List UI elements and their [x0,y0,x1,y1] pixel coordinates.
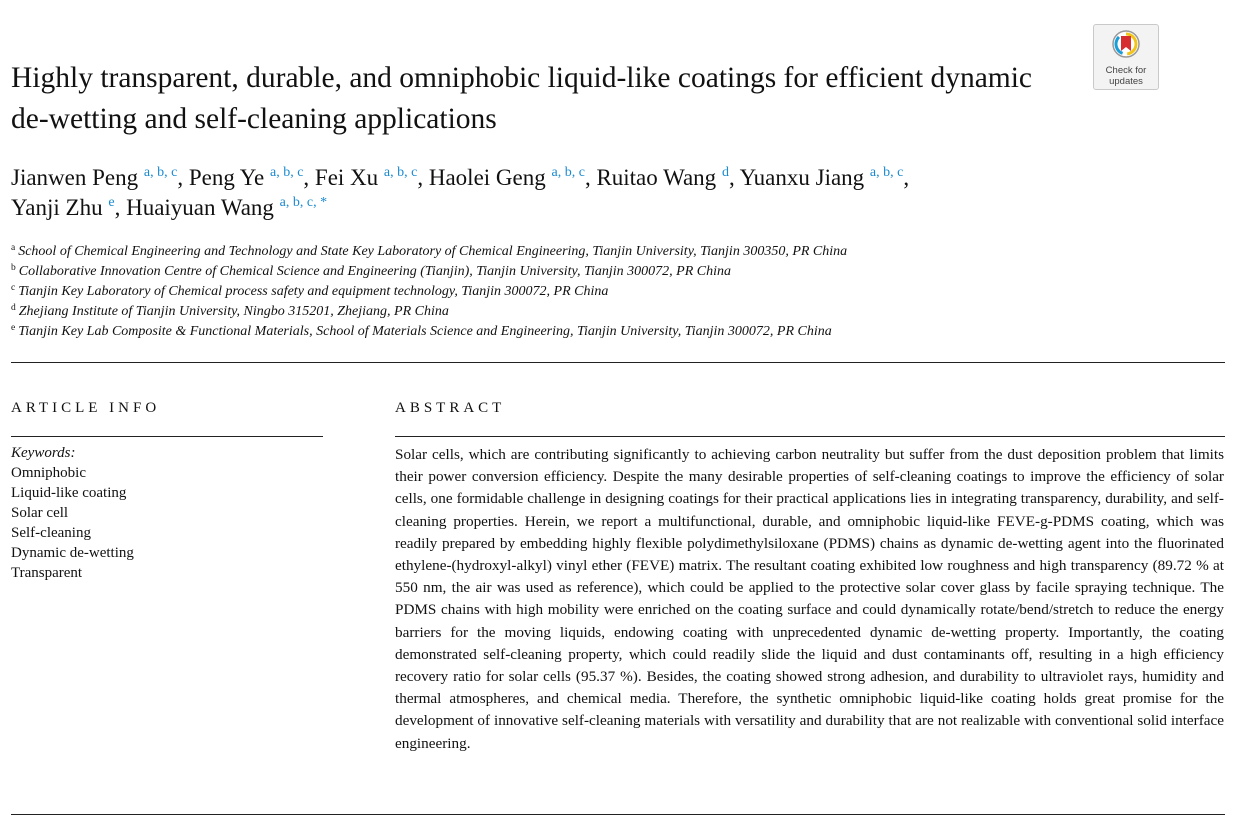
article-info-heading: ARTICLE INFO [11,400,161,416]
author-list [11,163,1221,223]
author-affiliation-marks[interactable]: a, b, c [869,165,904,180]
affiliation: $^c$ Tianjin Key Laboratory of Chemical process safety and equipment technology, Tianjin 300072, PR China [11,283,609,299]
author-affiliation-marks[interactable]: a, b, c, * [279,195,328,210]
keyword: Self-cleaning [11,525,91,541]
keywords-label: Keywords: [11,445,76,461]
footer-divider [11,814,1225,815]
author[interactable]: Yanji Zhu $^e$, [11,195,121,220]
affiliation: $^b$ Collaborative Innovation Centre of Chemical Science and Engineering (Tianjin), Tianjin University, Tianjin 300072, PR China [11,263,732,279]
header-divider [11,362,1225,363]
author[interactable]: Peng Ye $^{a, b, c}$, [188,165,310,190]
affiliation: $^a$ School of Chemical Engineering and Technology and State Key Laboratory of Chemical Engineering, Tianjin University, Tianjin 300350, PR China [11,243,848,259]
check-for-updates-icon [1111,29,1141,65]
author-affiliation-marks[interactable]: a, b, c [269,165,304,180]
keyword: Dynamic de-wetting [11,545,134,561]
author[interactable]: Ruitao Wang $^d$, [596,165,735,190]
author-affiliation-marks[interactable]: e [108,195,115,210]
article-title: Highly transparent, durable, and omniphobic liquid-like coatings for efficient dynamic de-wetting and self-cleaning applications [11,62,1033,135]
abstract-divider [395,436,1225,437]
affiliation: $^d$ Zhejiang Institute of Tianjin University, Ningbo 315201, Zhejiang, PR China [11,303,449,319]
article-info-divider [11,436,323,437]
author-affiliation-marks[interactable]: a, b, c [383,165,418,180]
badge-label-line1: Check for [1105,65,1147,76]
author-affiliation-marks[interactable]: a, b, c [551,165,585,180]
keyword: Transparent [11,565,83,581]
keywords-block [11,443,134,583]
keyword: Liquid-like coating [11,485,127,501]
author[interactable]: Fei Xu $^{a, b, c}$, [314,165,424,190]
abstract-heading: ABSTRACT [395,400,506,416]
check-for-updates-badge[interactable] [1093,24,1159,90]
affiliation-list [11,242,1221,342]
author[interactable]: Yuanxu Jiang $^{a, b, c}$, [739,165,910,190]
abstract-text: Solar cells, which are contributing significantly to achieving carbon neutrality but suffer from the dust deposition problem that limits their power conversion efficiency. Despite the many desirable properties of self-cleaning coatings to improve the efficiency of solar cells, one formidable challenge in designing coatings for their practical applications lies in integrating transparency, durability, and self-cleaning properties. Herein, we report a multifunctional, durable, and omniphobic liquid-like FEVE-g-PDMS coating, which was readily prepared by embedding highly flexible polydimethylsiloxane (PDMS) chains as dynamic de-wetting agent into the fluorinated ethylene-(hydroxyl-alkyl) vinyl ether (FEVE) matrix. The resultant coating exhibited low roughness and high transparency (89.72 % at 550 nm, the air was used as reference), which could be applied to the protective solar cover glass by facile spraying technique. The PDMS chains with high mobility were enriched on the coating surface and could dynamically rotate/bend/stretch to reduce the energy barriers for the moving liquids, endowing coating with unprecedented dynamic de-wetting property. Importantly, the coating demonstrated self-cleaning property, which could readily slide the liquid and dust contaminants off, resulting in a high efficiency recovery ratio for solar cells (95.37 %). Besides, the coating showed strong adhesion, and durability to ultraviolet rays, humidity and thermal atmospheres, and chemical media. Therefore, the synthetic omniphobic liquid-like coating holds great promise for the development of innovative self-cleaning materials with versatility and durability that are not realizable with conventional solid interface engineering. [395,446,1224,752]
keyword: Omniphobic [11,465,86,481]
author-affiliation-marks[interactable]: a, b, c [143,165,178,180]
author[interactable]: Huaiyuan Wang $^{a, b, c, *}$ [126,195,328,220]
affiliation: $^e$ Tianjin Key Lab Composite & Functional Materials, School of Materials Science and Engineering, Tianjin University, Tianjin 300072, PR China [11,323,832,339]
keyword: Solar cell [11,505,69,521]
author-affiliation-marks[interactable]: d [721,165,729,180]
author[interactable]: Jianwen Peng $^{a, b, c}$, [11,165,184,190]
author[interactable]: Haolei Geng $^{a, b, c}$, [428,165,591,190]
badge-label-line2: updates [1109,75,1143,87]
